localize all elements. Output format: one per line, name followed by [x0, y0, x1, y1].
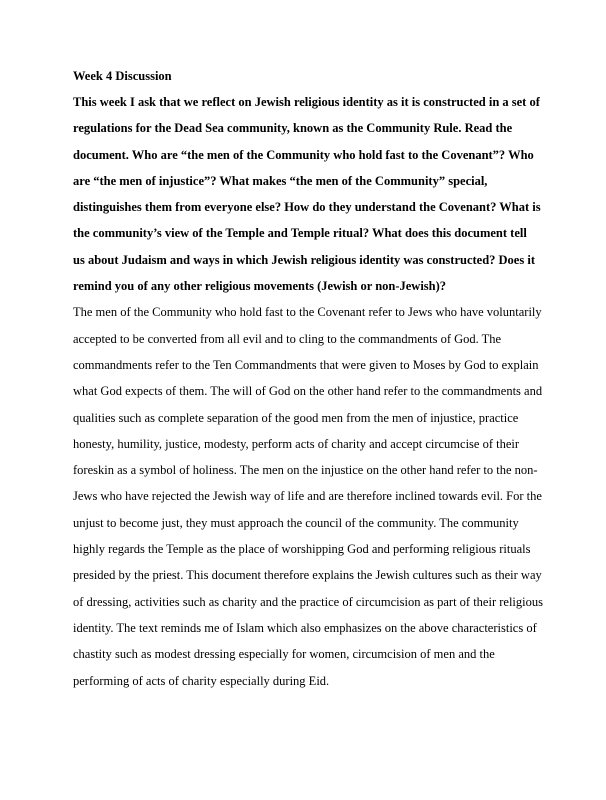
answer-line: identity. The text reminds me of Islam which also emphasizes on the above characteristics of	[73, 620, 537, 635]
prompt-line: are “the men of injustice”? What makes “the men of the Community” special,	[73, 173, 488, 188]
answer-line: unjust to become just, they must approach the council of the community. The community	[73, 515, 519, 530]
answer-line: foreskin as a symbol of holiness. The men on the injustice on the other hand refer to the non-	[73, 463, 538, 478]
prompt-line: This week I ask that we reflect on Jewish religious identity as it is constructed in a set of	[73, 95, 540, 109]
document-page	[73, 64, 545, 694]
answer-line: presided by the priest. This document therefore explains the Jewish cultures such as their way	[73, 568, 542, 583]
document-title: Week 4 Discussion	[73, 69, 172, 83]
answer-line: performing of acts of charity especially during Eid.	[73, 673, 330, 688]
answer-line: The men of the Community who hold fast to the Covenant refer to Jews who have voluntarily	[73, 305, 542, 320]
answer-line: commandments refer to the Ten Commandments that were given to Moses by God to explain	[73, 357, 539, 372]
answer-line: honesty, humility, justice, modesty, perform acts of charity and accept circumcise of their	[73, 436, 520, 451]
discussion-answer	[73, 299, 545, 693]
answer-line: accepted to be converted from all evil and to cling to the commandments of God. The	[73, 331, 502, 346]
answer-line: what God expects of them. The will of God on the other hand refer to the commandments and	[73, 384, 543, 399]
prompt-line: document. Who are “the men of the Community who hold fast to the Covenant”? Who	[73, 147, 534, 162]
prompt-line: regulations for the Dead Sea community, known as the Community Rule. Read the	[73, 121, 513, 136]
prompt-line: distinguishes them from everyone else? How do they understand the Covenant? What is	[73, 200, 541, 215]
answer-line: highly regards the Temple as the place of worshipping God and performing religious rituals	[73, 542, 531, 557]
answer-line: of dressing, activities such as charity and the practice of circumcision as part of their religious	[73, 594, 543, 609]
prompt-line: remind you of any other religious movements (Jewish or non-Jewish)?	[73, 279, 447, 294]
discussion-prompt	[73, 89, 545, 299]
prompt-line: the community’s view of the Temple and Temple ritual? What does this document tell	[73, 226, 527, 241]
answer-line: qualities such as complete separation of the good men from the men of injustice, practice	[73, 410, 519, 425]
answer-line: Jews who have rejected the Jewish way of life and are therefore inclined towards evil. For the	[73, 489, 542, 504]
prompt-line: us about Judaism and ways in which Jewish religious identity was constructed? Does it	[73, 252, 535, 267]
answer-line: chastity such as modest dressing especially for women, circumcision of men and the	[73, 647, 495, 662]
